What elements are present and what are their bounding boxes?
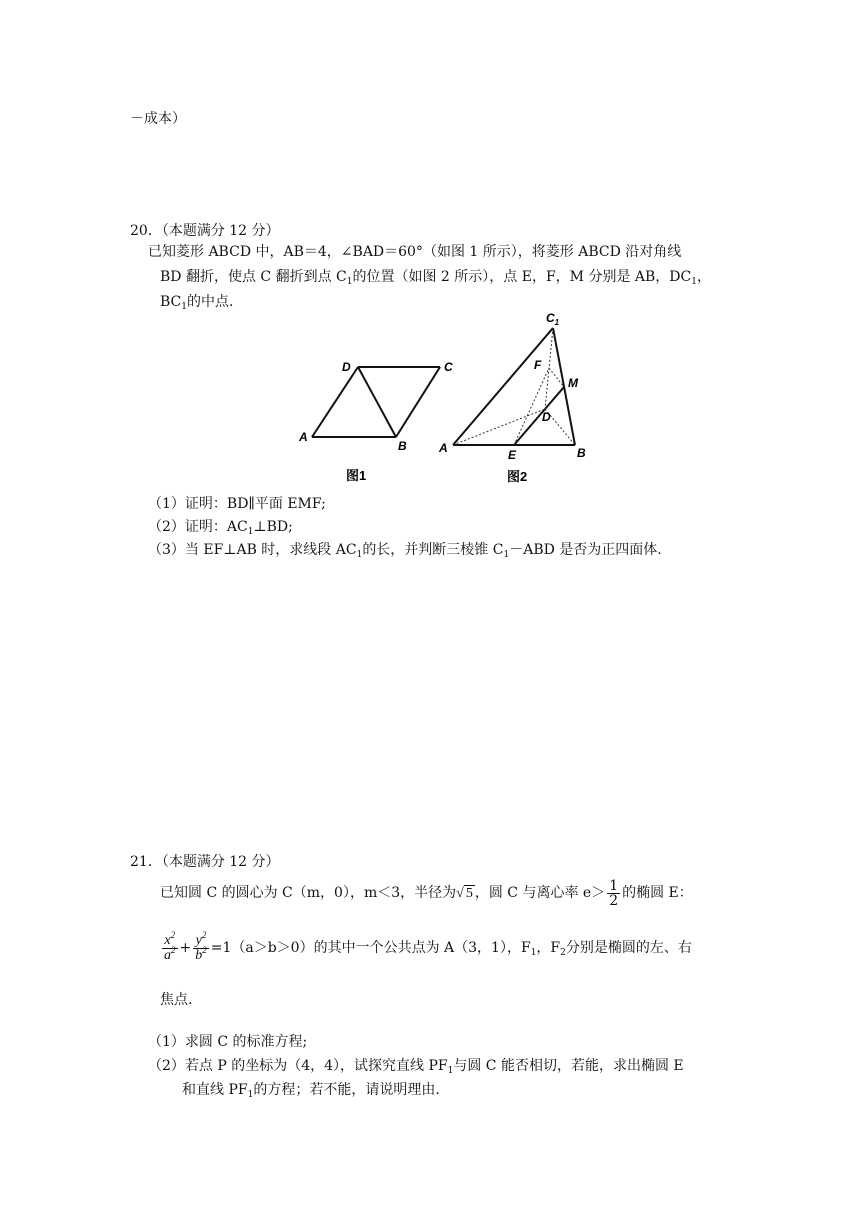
- fraction-x2-a2: $\frac{x^2}{a^2}$: [164, 929, 176, 963]
- fig1-label-b: B: [398, 439, 407, 453]
- q21-part2: （2）若点 P 的坐标为（4，4），试探究直线 $PF_1$与圆 C 能否相切，若能，求出椭圆 E: [148, 1058, 684, 1076]
- fig2-edge-ac1: [453, 328, 553, 445]
- fig2-label-m: M: [568, 376, 578, 390]
- q20-intro-line1: 已知菱形 ABCD 中，AB＝4，∠BAD＝60°（如图 1 所示），将菱形 ABCD 沿对角线: [148, 244, 682, 260]
- fig1-label-c: C: [444, 360, 453, 374]
- q21-part2-cont: 和直线 $PF_1$的方程；若不能，请说明理由.: [182, 1082, 440, 1100]
- fig2-label-d: D: [542, 410, 551, 424]
- top-fragment: －成本）: [130, 111, 186, 127]
- fig1-label-a: A: [299, 430, 308, 444]
- fig1-caption: 图1: [346, 468, 367, 483]
- q20-part2: （2）证明：$AC_1\perp BD$;: [148, 519, 293, 537]
- fig2-label-e: E: [508, 448, 517, 462]
- fig1-edge-cb: [396, 367, 440, 437]
- fig2-label-c1: $C_1$: [546, 311, 560, 327]
- q21-line1: 已知圆 C 的圆心为 C（m，0），m＜3，半径为√ 5 ，圆 C 与离心率 e＞ $\frac{1}{2}$ 的椭圆 E：: [160, 876, 693, 911]
- q21-part1: （1）求圆 C 的标准方程;: [148, 1034, 308, 1050]
- fraction-y2-b2: $\frac{y^2}{b^2}$: [195, 929, 207, 963]
- q21-header: 21．（本题满分 12 分）: [130, 854, 280, 870]
- sqrt-5: √ 5: [456, 886, 473, 901]
- fig2-caption: 图2: [507, 469, 528, 484]
- fig1-edge-ad: [312, 367, 358, 437]
- q20-intro-line2: BD 翻折，使点 C 翻折到点 $C_1$的位置（如图 2 所示），点 E，F，M 分别是 AB，$DC_1$，: [160, 269, 711, 287]
- fig2-label-b: B: [577, 446, 586, 460]
- fraction-one-half: $\frac{1}{2}$: [609, 877, 619, 909]
- q20-part1: （1）证明：BD∥平面 EMF;: [148, 496, 326, 512]
- fig2-edge-em: [514, 387, 564, 445]
- q20-header: 20．（本题满分 12 分）: [130, 223, 280, 239]
- q20-part3: （3）当 EF⊥AB 时，求线段 $AC_1$的长，并判断三棱锥 $C_1-ABD$ 是否为正四面体.: [148, 542, 662, 560]
- fig2-edge-ad: [453, 409, 545, 445]
- fig2-label-a: A: [439, 441, 448, 455]
- q21-line2: $\frac{x^2}{a^2}$ + $\frac{y^2}{b^2}$ =1（a＞b＞0）的其中一个公共点为 A（3，1），$F_1$，$F_2$分别是椭圆的左、右: [164, 929, 692, 963]
- q20-intro-line3: $BC_1$的中点.: [160, 294, 234, 312]
- fig2-edge-ef: [514, 368, 549, 445]
- fig1-label-d: D: [342, 360, 351, 374]
- fig2-label-f: F: [534, 358, 542, 372]
- figure-2: [435, 305, 605, 490]
- q21-line3: 焦点.: [160, 992, 193, 1008]
- fig1-edge-db: [358, 367, 396, 437]
